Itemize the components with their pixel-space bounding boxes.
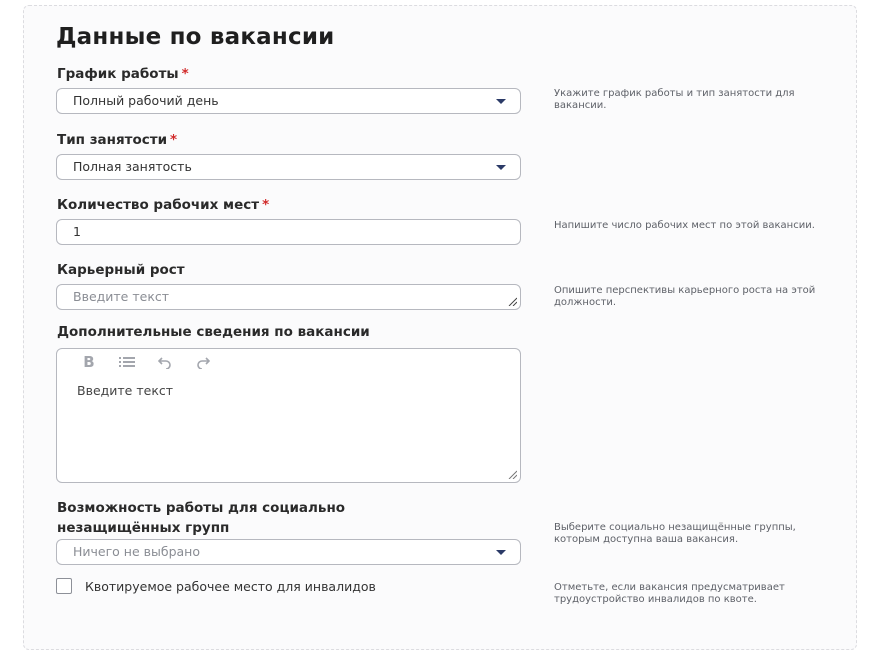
undo-glyph bbox=[158, 355, 172, 369]
resize-handle-icon[interactable] bbox=[507, 469, 517, 479]
workplaces-label bbox=[57, 195, 269, 215]
social-groups-label bbox=[57, 498, 345, 538]
employment-type-select-value: Полная занятость bbox=[73, 159, 192, 174]
career-textarea-placeholder: Введите текст bbox=[73, 289, 170, 304]
employment-type-label-text: Тип занятости bbox=[57, 132, 168, 148]
additional-label: Дополнительные сведения по вакансии bbox=[57, 324, 370, 340]
editor-toolbar bbox=[79, 353, 213, 371]
career-label: Карьерный рост bbox=[57, 262, 185, 278]
quota-checkbox[interactable] bbox=[56, 578, 72, 594]
additional-rich-editor[interactable] bbox=[56, 348, 521, 483]
list-icon[interactable] bbox=[117, 353, 137, 371]
redo-glyph bbox=[196, 355, 210, 369]
workplaces-input-value: 1 bbox=[73, 224, 81, 239]
bold-icon[interactable] bbox=[79, 353, 99, 371]
quota-hint: Отметьте, если вакансия предусматривает трудоустройство инвалидов по квоте. bbox=[554, 582, 785, 605]
list-glyph bbox=[119, 356, 135, 368]
editor-placeholder: Введите текст bbox=[77, 383, 174, 398]
required-mark: * bbox=[181, 66, 189, 82]
schedule-select[interactable] bbox=[56, 88, 521, 114]
career-textarea[interactable] bbox=[56, 284, 521, 310]
schedule-hint: Укажите график работы и тип занятости для вакансии. bbox=[554, 88, 795, 111]
employment-type-select[interactable] bbox=[56, 154, 521, 180]
social-groups-hint: Выберите социально незащищённые группы, которым доступна ваша вакансия. bbox=[554, 522, 796, 545]
schedule-label bbox=[57, 64, 189, 84]
section-title: Данные по вакансии bbox=[56, 24, 335, 50]
workplaces-hint: Напишите число рабочих мест по этой вакансии. bbox=[554, 220, 815, 231]
required-mark: * bbox=[170, 132, 178, 148]
social-groups-select[interactable] bbox=[56, 539, 521, 565]
workplaces-label-text: Количество рабочих мест bbox=[57, 197, 260, 213]
social-groups-label-line2: незащищённых групп bbox=[57, 520, 230, 536]
chevron-down-icon bbox=[496, 165, 506, 170]
required-mark: * bbox=[262, 197, 270, 213]
chevron-down-icon bbox=[496, 99, 506, 104]
career-hint: Опишите перспективы карьерного роста на этой должности. bbox=[554, 285, 816, 308]
employment-type-label bbox=[57, 130, 177, 150]
schedule-label-text: График работы bbox=[57, 66, 179, 82]
redo-icon[interactable] bbox=[193, 353, 213, 371]
social-groups-label-line1: Возможность работы для социально bbox=[57, 500, 346, 516]
schedule-select-value: Полный рабочий день bbox=[73, 93, 219, 108]
chevron-down-icon bbox=[496, 550, 506, 555]
quota-checkbox-row[interactable] bbox=[56, 578, 376, 594]
undo-icon[interactable] bbox=[155, 353, 175, 371]
resize-handle-icon[interactable] bbox=[507, 296, 517, 306]
bold-glyph: B bbox=[83, 353, 95, 371]
workplaces-input[interactable] bbox=[56, 219, 521, 245]
social-groups-select-placeholder: Ничего не выбрано bbox=[73, 544, 200, 559]
quota-checkbox-label: Квотируемое рабочее место для инвалидов bbox=[85, 578, 376, 594]
